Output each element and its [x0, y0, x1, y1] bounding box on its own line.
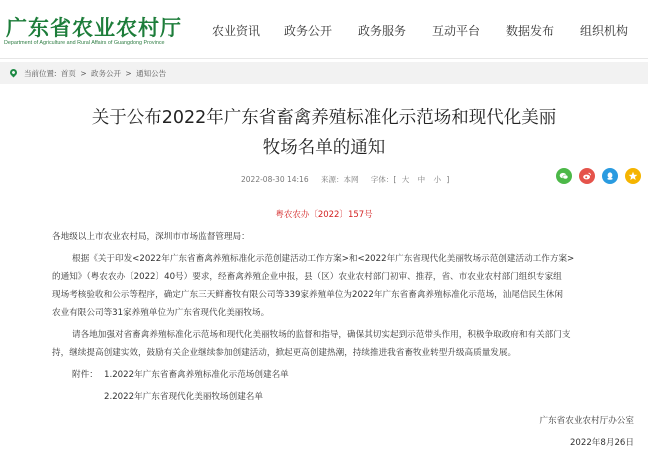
breadcrumb-separator: > — [80, 69, 87, 78]
attachment-link-2[interactable]: 2.2022年广东省现代化美丽牧场创建名单 — [104, 392, 263, 402]
font-size-close: ] — [446, 175, 450, 184]
article-title-line-2: 牧场名单的通知 — [262, 138, 386, 158]
salutation: 各地级以上市农业农村局，深圳市市场监督管理局： — [52, 232, 250, 242]
breadcrumb — [24, 68, 168, 79]
font-size-label: 字体：[ — [370, 175, 397, 184]
publish-date: 2022-08-30 14:16 — [241, 175, 309, 184]
wechat-icon[interactable] — [556, 168, 572, 184]
paragraph-2-line: 持，继续提高创建实效，鼓励有关企业继续参加创建活动，掀起更高创建热潮，持续推进我省畜牧业转型升级高质量发展。 — [52, 348, 517, 358]
qq-icon[interactable] — [602, 168, 618, 184]
document-number: 粤农农办〔2022〕157号 — [275, 210, 373, 220]
nav-item-agri-news[interactable]: 农业资讯 — [212, 24, 261, 38]
nav-item-gov-open[interactable]: 政务公开 — [284, 24, 333, 38]
breadcrumb-bar — [0, 62, 648, 84]
breadcrumb-label: 当前位置: — [24, 69, 57, 78]
favorite-icon[interactable] — [625, 168, 641, 184]
article-meta — [241, 174, 449, 185]
font-size-large-button[interactable]: 大 — [401, 175, 410, 184]
article-source: 来源：本网 — [320, 175, 359, 184]
article-title-line-1: 关于公布2022年广东省畜禽养殖标准化示范场和现代化美丽 — [91, 108, 557, 128]
font-size-small-button[interactable]: 小 — [433, 175, 441, 184]
site-header — [0, 0, 648, 58]
nav-item-data-release[interactable]: 数据发布 — [506, 24, 555, 38]
signature: 广东省农业农村厅办公室 — [539, 416, 634, 426]
attachments-label: 附件： — [72, 370, 98, 380]
nav-item-interaction[interactable]: 互动平台 — [432, 24, 481, 38]
paragraph-1-line: 根据《关于印发<2022年广东省畜禽养殖标准化示范创建活动工作方案>和<2022年广东省现代化美丽牧场示范创建活动工作方案> — [72, 254, 575, 264]
paragraph-1-line: 现场考核验收和公示等程序，确定广东三天鲜畜牧有限公司等339家养殖单位为2022年广东省畜禽养殖标准化示范场，汕尾信民生休闲 — [52, 290, 563, 300]
paragraph-2-line: 请各地加强对省畜禽养殖标准化示范场和现代化美丽牧场的监督和指导，确保其切实起到示范带头作用，积极争取政府和有关部门支 — [72, 330, 571, 340]
sign-date: 2022年8月26日 — [569, 438, 634, 448]
font-size-medium-button[interactable]: 中 — [417, 175, 426, 184]
paragraph-1-line: 农业有限公司等31家养殖单位为广东省现代化美丽牧场。 — [52, 308, 270, 318]
location-pin-icon — [9, 68, 19, 78]
breadcrumb-separator: > — [125, 69, 132, 78]
site-logo-subtitle: Department of Agriculture and Rural Affairs of Guangdong Province — [4, 40, 165, 46]
nav-item-gov-service[interactable]: 政务服务 — [358, 24, 407, 38]
site-logo-title[interactable]: 广东省农业农村厅 — [6, 16, 182, 40]
attachment-link-1[interactable]: 1.2022年广东省畜禽养殖标准化示范场创建名单 — [104, 370, 289, 380]
weibo-icon[interactable] — [579, 168, 595, 184]
breadcrumb-home[interactable]: 首页 — [60, 69, 76, 78]
breadcrumb-notices[interactable]: 通知公告 — [136, 69, 167, 78]
breadcrumb-gov-open[interactable]: 政务公开 — [91, 69, 121, 78]
header-divider — [0, 58, 648, 59]
nav-item-organization[interactable]: 组织机构 — [580, 24, 629, 38]
paragraph-1-line: 的通知》（粤农农办〔2022〕40号）要求，经畜禽养殖企业申报，县（区）农业农村部门初审、推荐，省、市农业农村部门组织专家组 — [52, 272, 562, 282]
